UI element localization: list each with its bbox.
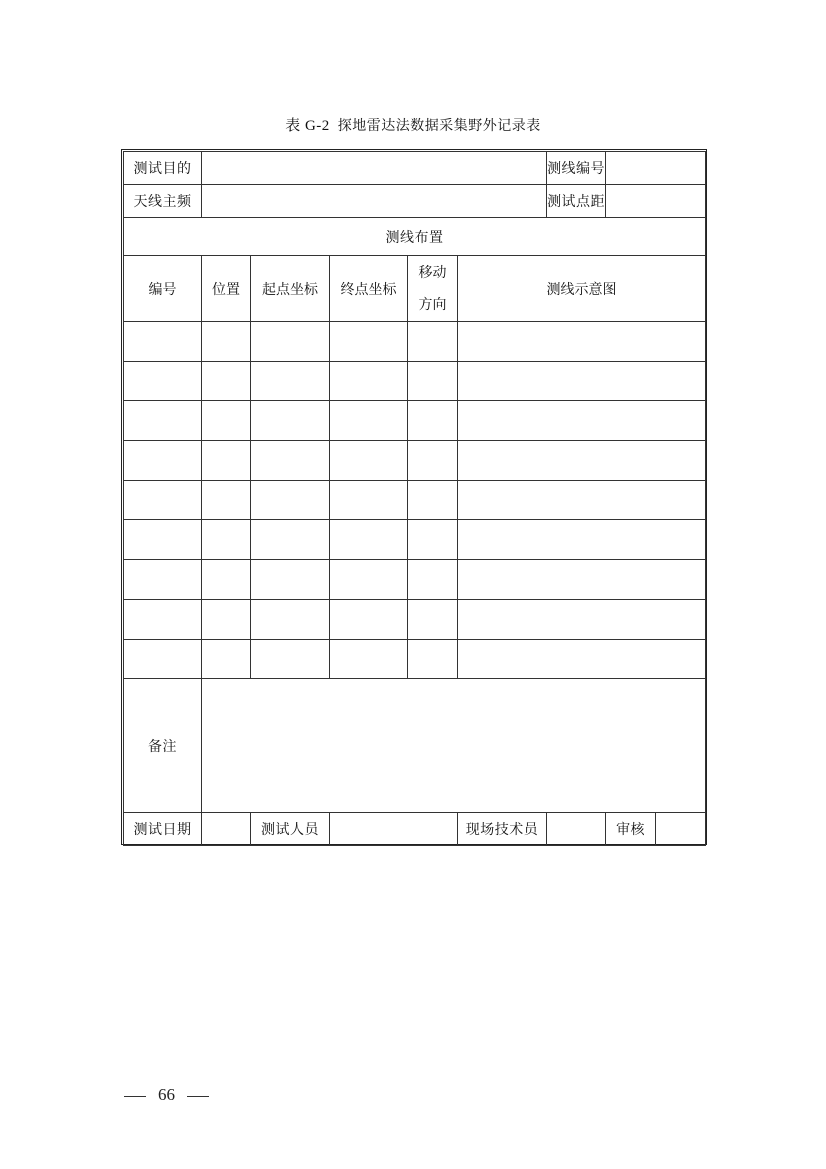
table-row [124,560,706,600]
col-start-coord: 起点坐标 [251,256,330,322]
tester-value[interactable] [330,813,458,846]
cell-diagram[interactable] [458,441,706,481]
cell-position[interactable] [202,361,251,401]
header-row-2 [124,185,706,218]
antenna-freq-value[interactable] [202,185,547,218]
field-technician-label: 现场技术员 [458,813,547,846]
reviewer-value[interactable] [656,813,706,846]
cell-end-coord[interactable] [330,560,408,600]
footer-dash-left [124,1096,146,1097]
cell-start-coord[interactable] [251,441,330,481]
table-row [124,599,706,639]
line-number-value[interactable] [606,152,706,185]
line-number-label: 测线编号 [547,152,606,185]
cell-diagram[interactable] [458,599,706,639]
column-header-row [124,256,706,322]
purpose-value[interactable] [202,152,547,185]
table-row [124,480,706,520]
table-number: 表 G-2 [285,118,330,134]
cell-position[interactable] [202,599,251,639]
cell-start-coord[interactable] [251,361,330,401]
cell-end-coord[interactable] [330,520,408,560]
cell-position[interactable] [202,480,251,520]
remarks-label: 备注 [124,679,202,813]
cell-number[interactable] [124,480,202,520]
point-spacing-label: 测试点距 [547,185,606,218]
test-date-value[interactable] [202,813,251,846]
cell-number[interactable] [124,401,202,441]
cell-move-direction[interactable] [408,361,458,401]
cell-end-coord[interactable] [330,361,408,401]
table-row [124,441,706,481]
cell-start-coord[interactable] [251,480,330,520]
cell-start-coord[interactable] [251,322,330,362]
cell-number[interactable] [124,560,202,600]
cell-end-coord[interactable] [330,441,408,481]
col-number: 编号 [124,256,202,322]
cell-move-direction[interactable] [408,560,458,600]
cell-diagram[interactable] [458,480,706,520]
cell-number[interactable] [124,322,202,362]
table-row [124,520,706,560]
cell-diagram[interactable] [458,322,706,362]
table-title-text: 探地雷达法数据采集野外记录表 [337,118,541,134]
col-position: 位置 [202,256,251,322]
cell-move-direction[interactable] [408,639,458,679]
cell-number[interactable] [124,441,202,481]
cell-end-coord[interactable] [330,639,408,679]
cell-position[interactable] [202,639,251,679]
header-row-1 [124,152,706,185]
field-technician-value[interactable] [547,813,606,846]
table-row [124,639,706,679]
data-rows [124,322,706,679]
cell-start-coord[interactable] [251,401,330,441]
section-title-row [124,218,706,256]
col-end-coord: 终点坐标 [330,256,408,322]
cell-end-coord[interactable] [330,599,408,639]
table-row [124,361,706,401]
tester-label: 测试人员 [251,813,330,846]
col-move-direction [408,256,458,322]
cell-position[interactable] [202,322,251,362]
purpose-label: 测试目的 [124,152,202,185]
cell-number[interactable] [124,639,202,679]
table-row [124,322,706,362]
cell-end-coord[interactable] [330,322,408,362]
antenna-freq-label: 天线主频 [124,185,202,218]
cell-position[interactable] [202,520,251,560]
cell-start-coord[interactable] [251,599,330,639]
col-move-direction-line2: 方向 [418,296,447,313]
cell-end-coord[interactable] [330,480,408,520]
cell-move-direction[interactable] [408,441,458,481]
col-move-direction-line1: 移动 [418,264,447,281]
cell-start-coord[interactable] [251,560,330,600]
cell-move-direction[interactable] [408,401,458,441]
cell-position[interactable] [202,441,251,481]
remarks-row [124,679,706,813]
table-row [124,401,706,441]
cell-end-coord[interactable] [330,401,408,441]
cell-move-direction[interactable] [408,480,458,520]
cell-move-direction[interactable] [408,599,458,639]
cell-move-direction[interactable] [408,322,458,362]
remarks-value[interactable] [202,679,706,813]
page-number: 66 [158,1085,175,1104]
cell-position[interactable] [202,401,251,441]
cell-start-coord[interactable] [251,520,330,560]
bottom-row [124,813,706,846]
cell-diagram[interactable] [458,401,706,441]
cell-position[interactable] [202,560,251,600]
cell-number[interactable] [124,520,202,560]
table-title [0,114,826,135]
cell-diagram[interactable] [458,520,706,560]
layout-section-title: 测线布置 [124,218,706,256]
col-diagram: 测线示意图 [458,256,706,322]
cell-move-direction[interactable] [408,520,458,560]
record-table [123,151,706,846]
point-spacing-value[interactable] [606,185,706,218]
cell-diagram[interactable] [458,560,706,600]
cell-number[interactable] [124,361,202,401]
cell-number[interactable] [124,599,202,639]
footer-dash-right [187,1096,209,1097]
cell-diagram[interactable] [458,361,706,401]
reviewer-label: 审核 [606,813,656,846]
page-footer [124,1085,221,1105]
test-date-label: 测试日期 [124,813,202,846]
cell-start-coord[interactable] [251,639,330,679]
cell-diagram[interactable] [458,639,706,679]
